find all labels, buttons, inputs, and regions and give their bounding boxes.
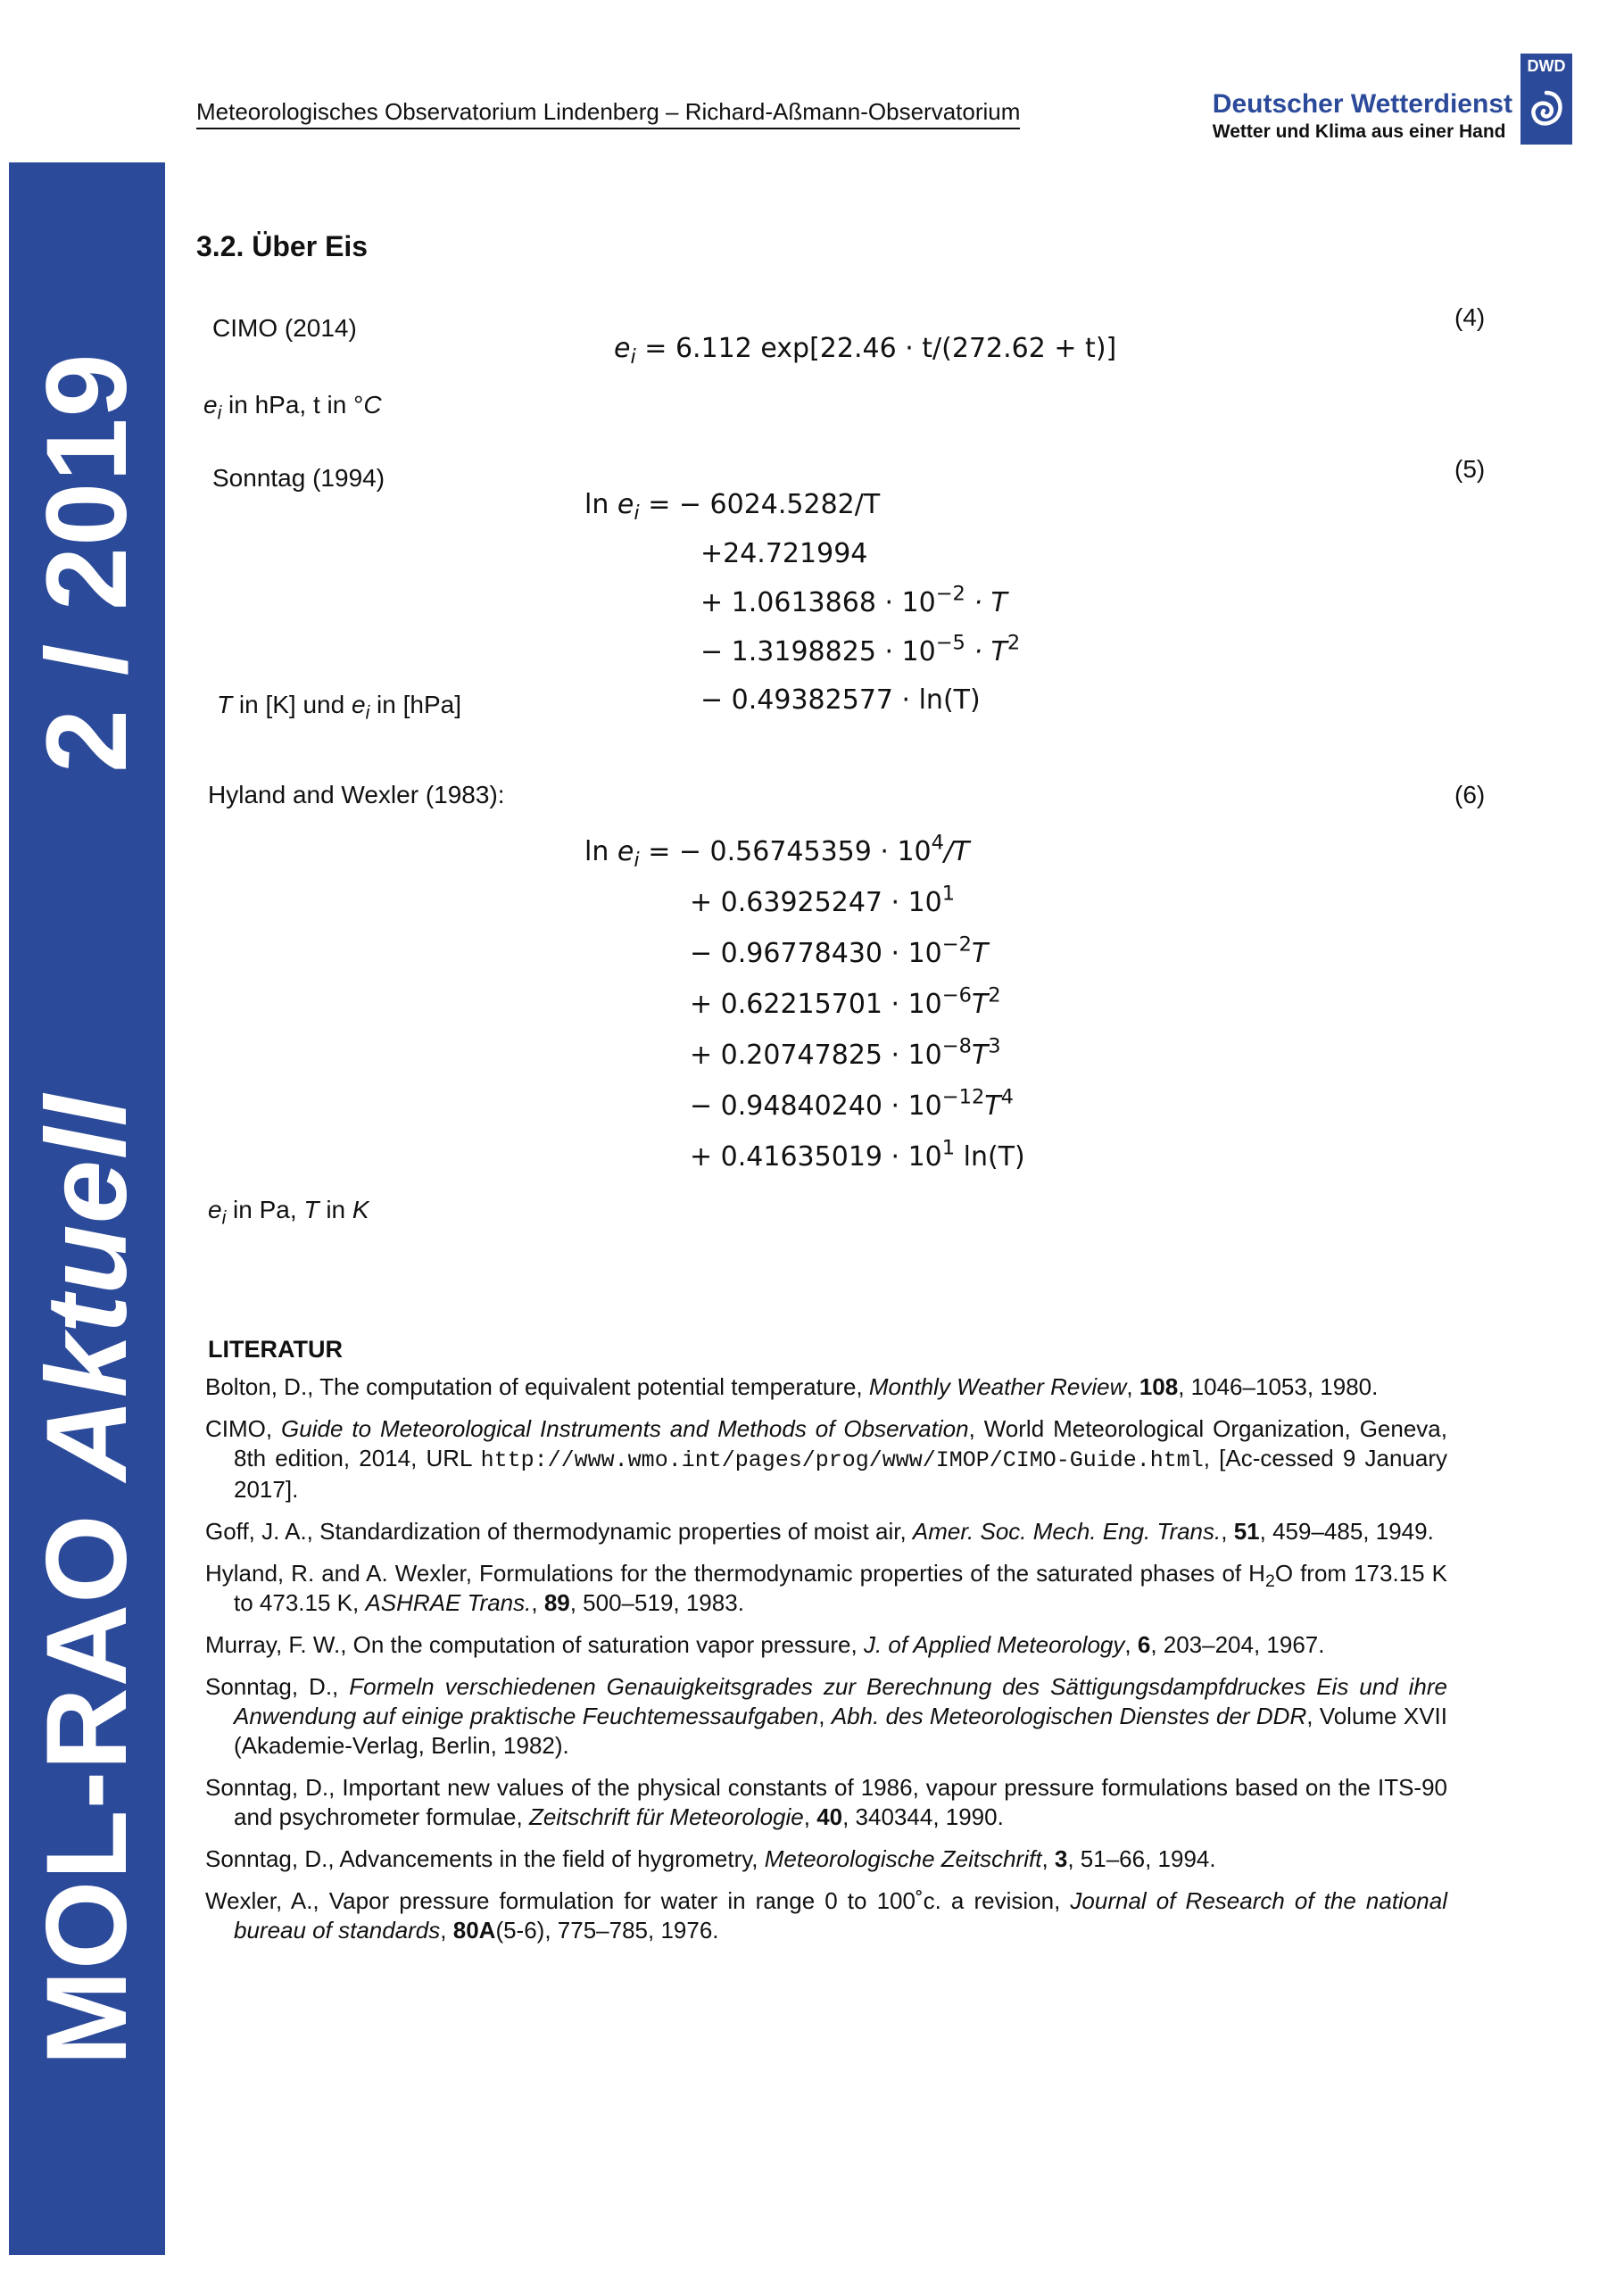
eq5-ln: ln xyxy=(584,489,609,520)
reference-list xyxy=(205,1372,1447,1958)
eq5-line4-coef: − 1.3198825 · 10 xyxy=(700,636,936,667)
eq6-term7-exp: 1 xyxy=(941,1136,956,1160)
reference-sonntag-1990: Sonntag, D., Important new values of the physical constants of 1986, vapour pressure formulations based on the ITS-90 and psychrometer formulae, Zeitschrift für Meteorologie, 40, 340344, 1990. xyxy=(205,1774,1447,1830)
eq6-units-mid: in Pa, xyxy=(233,1196,297,1223)
eq4-sub: i xyxy=(630,345,636,369)
eq6-term3-tail: T xyxy=(971,938,989,969)
reference-murray: Murray, F. W., On the computation of saturation vapor pressure, J. of Applied Meteorology, 6, 203–204, 1967. xyxy=(205,1631,1325,1658)
eq6-sub: i xyxy=(634,849,640,872)
reference-cimo-url[interactable]: http://www.wmo.int/pages/prog/www/IMOP/CIMO-Guide.html xyxy=(480,1447,1204,1473)
sidebar-issue: 2 / 2019 xyxy=(22,352,151,773)
reference-sonntag-1994: Sonntag, D., Advancements in the field of hygrometry, Meteorologische Zeitschrift, 3, 51–66, 1994. xyxy=(205,1845,1216,1872)
eq6-term2-coef: + 0.63925247 · 10 xyxy=(690,887,942,918)
eq6-term7-coef: + 0.41635019 · 10 xyxy=(690,1141,942,1173)
eq5-number: (5) xyxy=(1454,455,1486,483)
eq6-term4-coef: + 0.62215701 · 10 xyxy=(690,989,942,1020)
eq6-term1-tail: /T xyxy=(943,836,970,867)
sidebar-title-main: MOL-RAO xyxy=(22,1513,151,2066)
eq6-line2 xyxy=(690,882,956,918)
literature-heading: LITERATUR xyxy=(208,1336,343,1363)
eq6-line1 xyxy=(584,831,970,872)
eq6-term2-exp: 1 xyxy=(941,882,956,906)
reference-cimo: CIMO, Guide to Meteorological Instruments and Methods of Observation, World Meteorological Organization, Geneva, 8th edition, 2014, URL http://www.wmo.int/pages/prog/www/IMOP/CIMO-Guide.html, [Ac-cessed 9 January 2017]. xyxy=(205,1415,1447,1503)
eq4-formula xyxy=(614,333,1117,369)
eq5-units-end: in [hPa] xyxy=(377,691,461,718)
eq5-line4-tail: · T xyxy=(974,636,1007,667)
eq5-line3-exp: −2 xyxy=(935,582,965,606)
logo-subtitle: Wetter und Klima aus einer Hand xyxy=(1212,121,1506,142)
eq5-term1: = − 6024.5282/T xyxy=(648,489,881,520)
sidebar-banner xyxy=(9,162,165,2255)
eq4-units-c: C xyxy=(363,391,382,419)
eq6-units-e: e xyxy=(208,1196,222,1223)
eq5-var: e xyxy=(617,489,634,520)
eq4-label: CIMO (2014) xyxy=(212,314,357,342)
eq6-term6-texp: 4 xyxy=(1000,1085,1014,1109)
eq5-line5: − 0.49382577 · ln(T) xyxy=(700,684,981,716)
eq5-units-t: T xyxy=(217,691,233,718)
eq6-label: Hyland and Wexler (1983): xyxy=(208,781,505,808)
eq6-term6-tail: T xyxy=(984,1090,1001,1122)
eq5-line1 xyxy=(584,489,881,525)
eq6-term5-texp: 3 xyxy=(988,1034,1001,1058)
eq4-units-sub: i xyxy=(217,402,222,424)
eq6-var: e xyxy=(617,836,634,867)
sidebar-title-italic: Aktuell xyxy=(22,1093,151,1481)
eq6-units-t: T xyxy=(303,1196,319,1223)
section-heading: 3.2. Über Eis xyxy=(196,230,369,262)
eq6-term3-coef: − 0.96778430 · 10 xyxy=(690,938,942,969)
eq4-var: e xyxy=(614,333,631,364)
eq6-units-in: in xyxy=(326,1196,346,1223)
reference-goff: Goff, J. A., Standardization of thermodynamic properties of moist air, Amer. Soc. Mech. Eng. Trans., 51, 459–485, 1949. xyxy=(205,1518,1434,1545)
eq6-term4-texp: 2 xyxy=(988,983,1001,1007)
reference-hyland: Hyland, R. and A. Wexler, Formulations for the thermodynamic properties of the saturated phases of $H_2O$ from 173.15 K to 473.15 K, ASHRAE Trans., 89, 500–519, 1983. xyxy=(205,1560,1447,1616)
eq5-units xyxy=(217,691,461,724)
eq5-line2: +24.721994 xyxy=(700,538,868,569)
eq5-units-mid: in [K] und xyxy=(238,691,345,718)
eq6-ln: ln xyxy=(584,836,609,867)
eq6-term1-exp: 4 xyxy=(931,831,944,855)
eq6-units-k: K xyxy=(352,1196,369,1223)
reference-wexler: Wexler, A., Vapor pressure formulation for water in range 0 to 100˚c. a revision, Journal of Research of the national bureau of standards, 80A(5-6), 775–785, 1976. xyxy=(205,1887,1447,1944)
eq6-line6 xyxy=(690,1085,1014,1122)
eq6-term5-tail: T xyxy=(971,1040,989,1071)
eq6-term7-tail: ln(T) xyxy=(963,1141,1025,1173)
eq5-line3 xyxy=(700,582,1007,618)
eq6-term6-exp: −12 xyxy=(941,1085,985,1109)
eq4-units-text: in hPa, t in ° xyxy=(228,391,364,419)
eq5-line4-exp: −5 xyxy=(935,631,965,655)
logo-abbr: DWD xyxy=(1527,57,1566,75)
dwd-logo xyxy=(1520,54,1572,145)
header-institution: Meteorologisches Observatorium Lindenberg – Richard-Aßmann-Observatorium xyxy=(196,98,1020,129)
eq4-units-var: e xyxy=(203,391,218,419)
reference-bolton: Bolton, D., The computation of equivalent potential temperature, Monthly Weather Review, 108, 1046–1053, 1980. xyxy=(205,1373,1379,1400)
reference-sonntag-1982: Sonntag, D., Formeln verschiedenen Genauigkeitsgrades zur Berechnung des Sättigungsdampfdruckes Eis und ihre Anwendung auf einige praktische Feuchtemessaufgaben, Abh. des Meteorologischen Dienstes der DDR, Volume XVII (Akademie-Verlag, Berlin, 1982). xyxy=(205,1673,1448,1759)
eq5-line3-coef: + 1.0613868 · 10 xyxy=(700,587,936,618)
dwd-spiral-icon xyxy=(1527,84,1566,137)
eq6-term5-coef: + 0.20747825 · 10 xyxy=(690,1040,942,1071)
eq5-line3-tail: · T xyxy=(974,587,1007,618)
eq5-line4-texp: 2 xyxy=(1007,631,1021,655)
logo-title: Deutscher Wetterdienst xyxy=(1212,89,1512,119)
eq5-line4 xyxy=(700,631,1021,667)
eq6-line4 xyxy=(690,983,1001,1020)
sidebar-title xyxy=(22,352,151,2066)
eq6-term4-exp: −6 xyxy=(941,983,972,1007)
eq5-sub: i xyxy=(634,501,640,525)
eq6-units xyxy=(208,1196,369,1229)
eq5-label: Sonntag (1994) xyxy=(212,464,385,492)
eq6-term5-exp: −8 xyxy=(941,1034,972,1058)
eq6-term3-exp: −2 xyxy=(941,932,972,957)
eq6-line5 xyxy=(690,1034,1001,1071)
eq4-units xyxy=(203,391,382,424)
eq5-units-sub: i xyxy=(365,702,370,724)
eq6-term1-coef: = − 0.56745359 · 10 xyxy=(648,836,932,867)
eq6-term4-tail: T xyxy=(971,989,989,1020)
eq6-number: (6) xyxy=(1454,781,1486,808)
eq4-number: (4) xyxy=(1454,303,1486,331)
eq4-rhs: = 6.112 exp[22.46 · t/(272.62 + t)] xyxy=(644,333,1117,364)
eq6-line3 xyxy=(690,932,989,969)
eq6-line7 xyxy=(690,1136,1025,1173)
eq5-units-e: e xyxy=(351,691,366,718)
eq6-units-sub: i xyxy=(221,1207,227,1229)
eq6-term6-coef: − 0.94840240 · 10 xyxy=(690,1090,942,1122)
dwd-logo-text xyxy=(1213,89,1512,145)
